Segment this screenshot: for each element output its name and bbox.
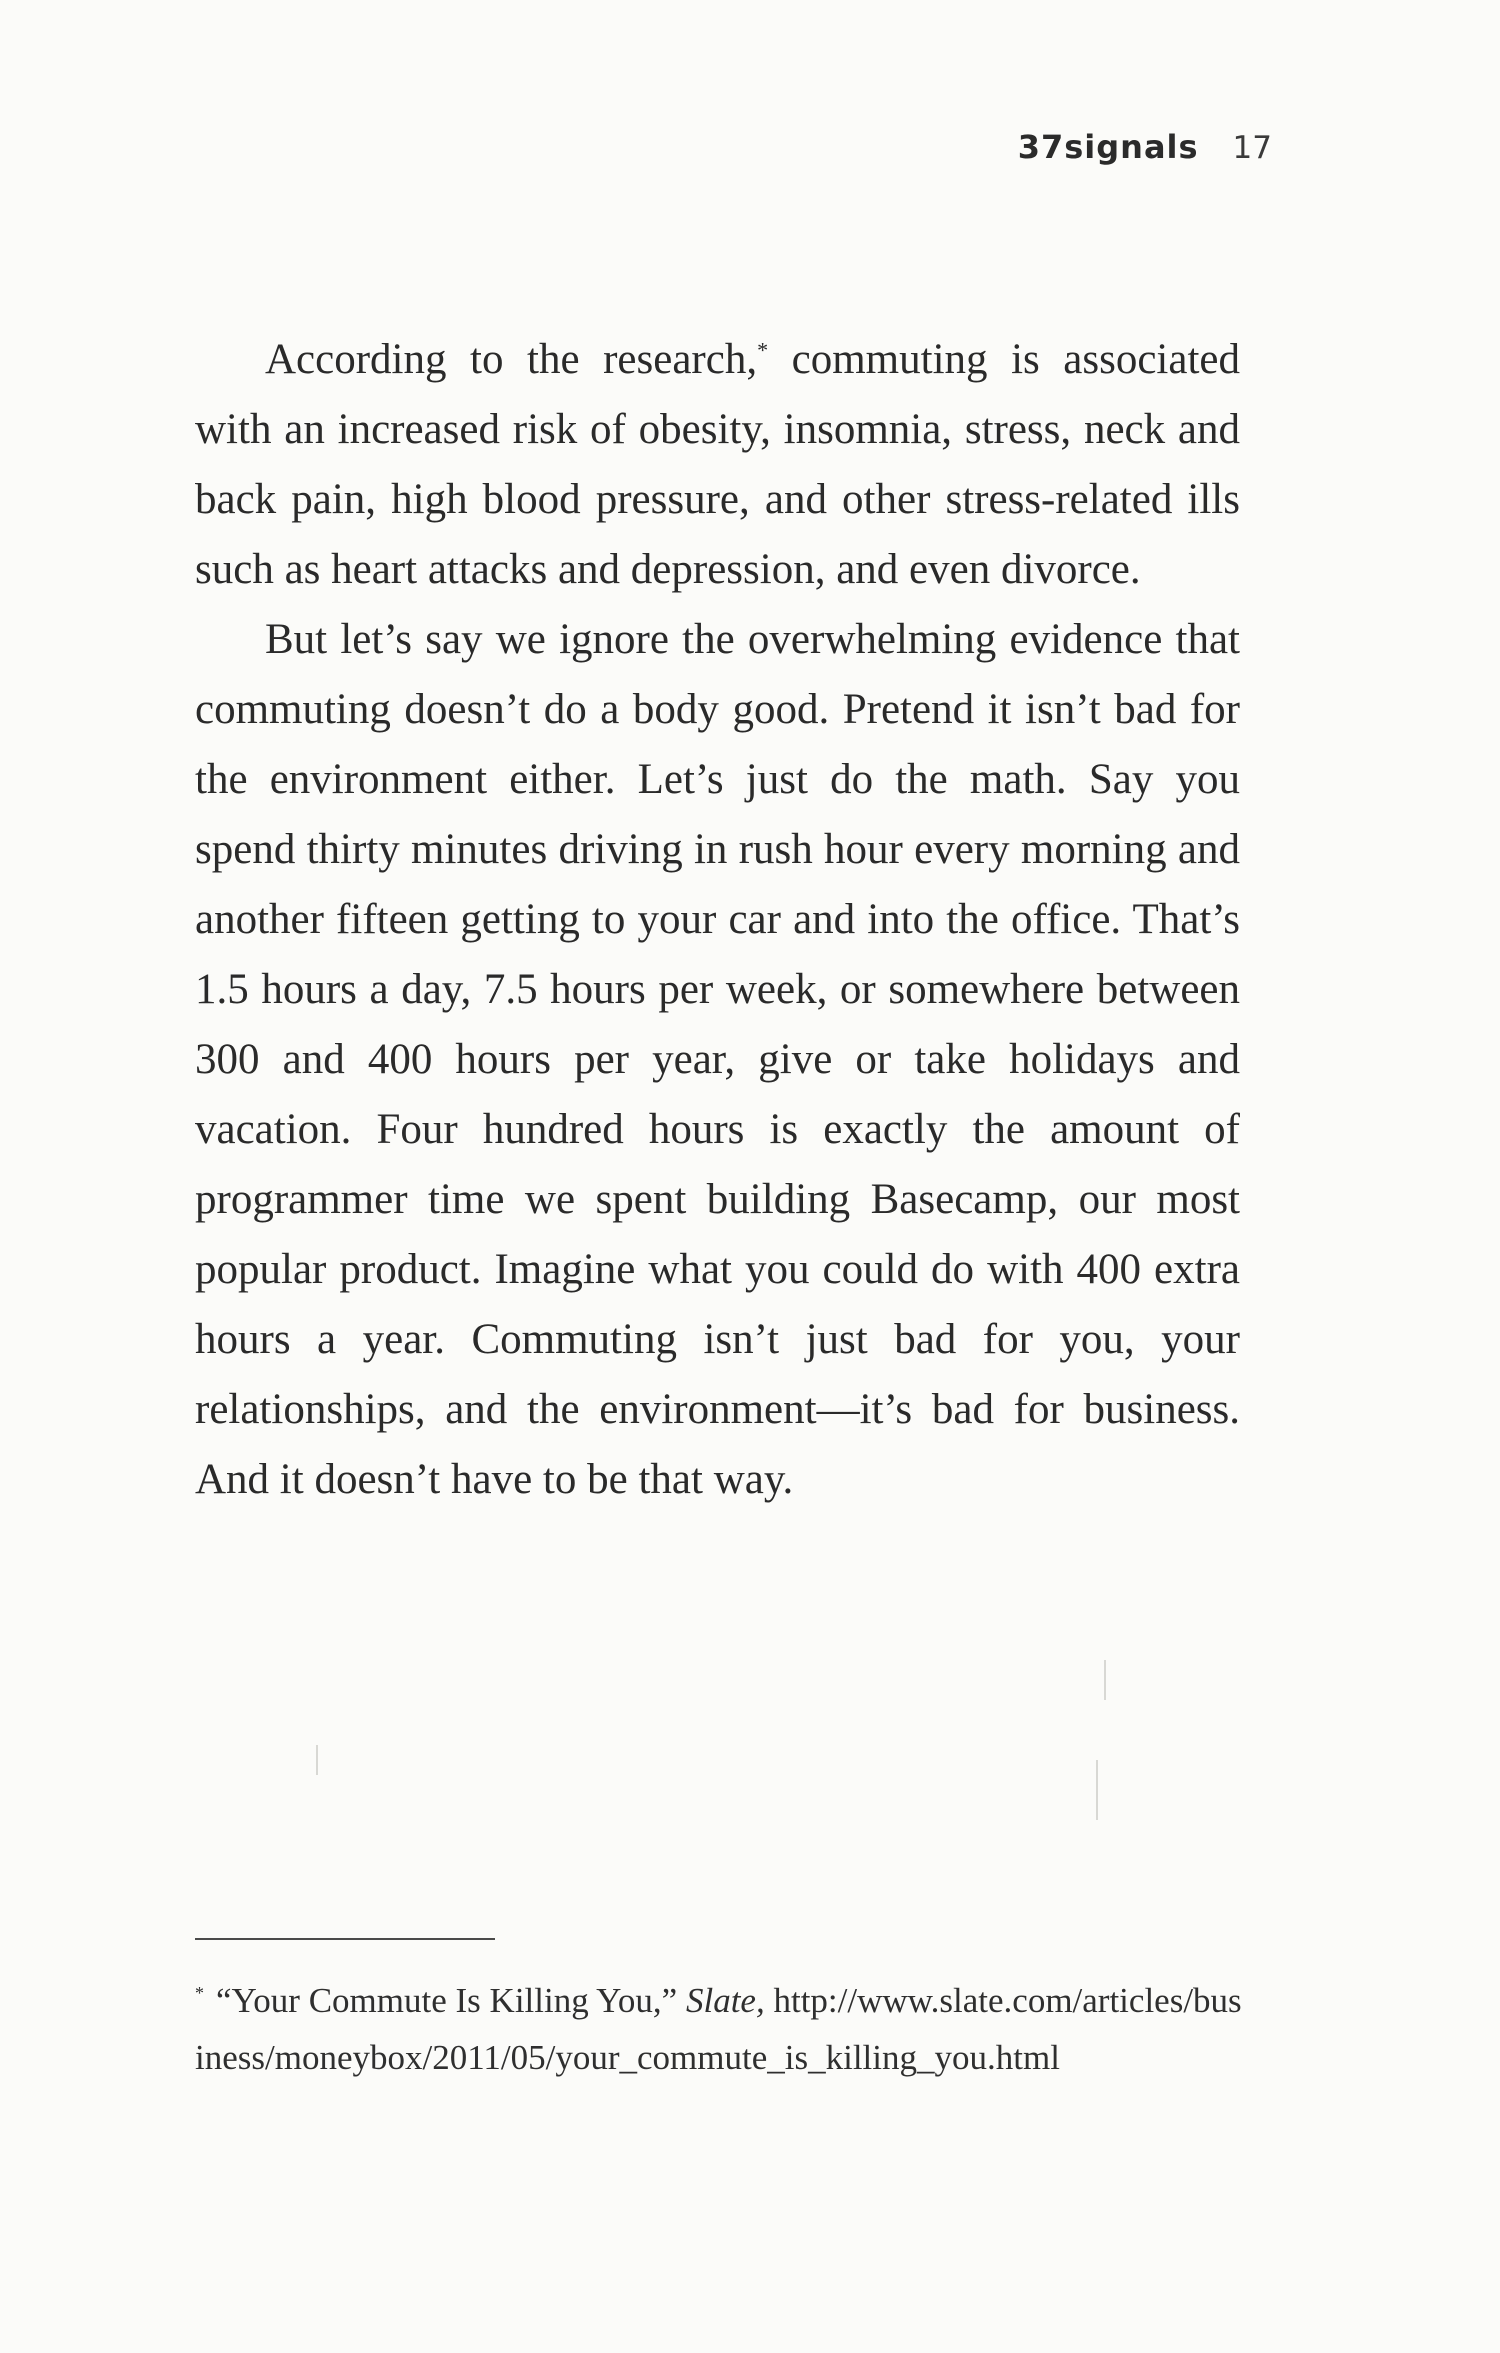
scan-speck: [316, 1745, 318, 1775]
footnote-url: http://www.slate.com/articles/business/moneybox/2011/05/your_commute_is_killing_you.html: [195, 1981, 1242, 2077]
footnote: [195, 1972, 1245, 2086]
paragraph-1-rest: commuting is associated with an increased risk of obesity, insomnia, stress, neck and back pain, high blood pressure, and other stress-related ills such as heart attacks and depression, and even divorce.: [195, 336, 1240, 593]
footnote-title: “Your Commute Is Killing You,”: [216, 1981, 678, 2020]
scan-speck: [1104, 1660, 1106, 1700]
page-number: 17: [1232, 130, 1272, 166]
body-text: [195, 325, 1240, 1515]
footnote-source: Slate,: [685, 1981, 765, 2020]
paragraph-1: [195, 325, 1240, 605]
paragraph-2: But let’s say we ignore the overwhelming evidence that commuting doesn’t do a body good. Pretend it isn’t bad for the environment either. Let’s just do the math. Say you spend thirty minutes driving in rush hour every morning and another fifteen getting to your car and into the office. That’s 1.5 hours a day, 7.5 hours per week, or somewhere between 300 and 400 hours per year, give or take holidays and vacation. Four hundred hours is exactly the amount of programmer time we spent building Basecamp, our most popular product. Imagine what you could do with 400 extra hours a year. Commuting isn’t just bad for you, your relationships, and the environment—it’s bad for business. And it doesn’t have to be that way.: [195, 616, 1240, 1503]
scan-speck: [1096, 1760, 1098, 1820]
footnote-marker: *: [195, 1983, 204, 2004]
running-head-title: 37signals: [1017, 128, 1199, 166]
paragraph-1-lead: According to the research,: [265, 336, 758, 383]
footnote-divider: [195, 1938, 495, 1940]
running-head: [1018, 128, 1272, 166]
footnote-reference: *: [757, 337, 769, 363]
